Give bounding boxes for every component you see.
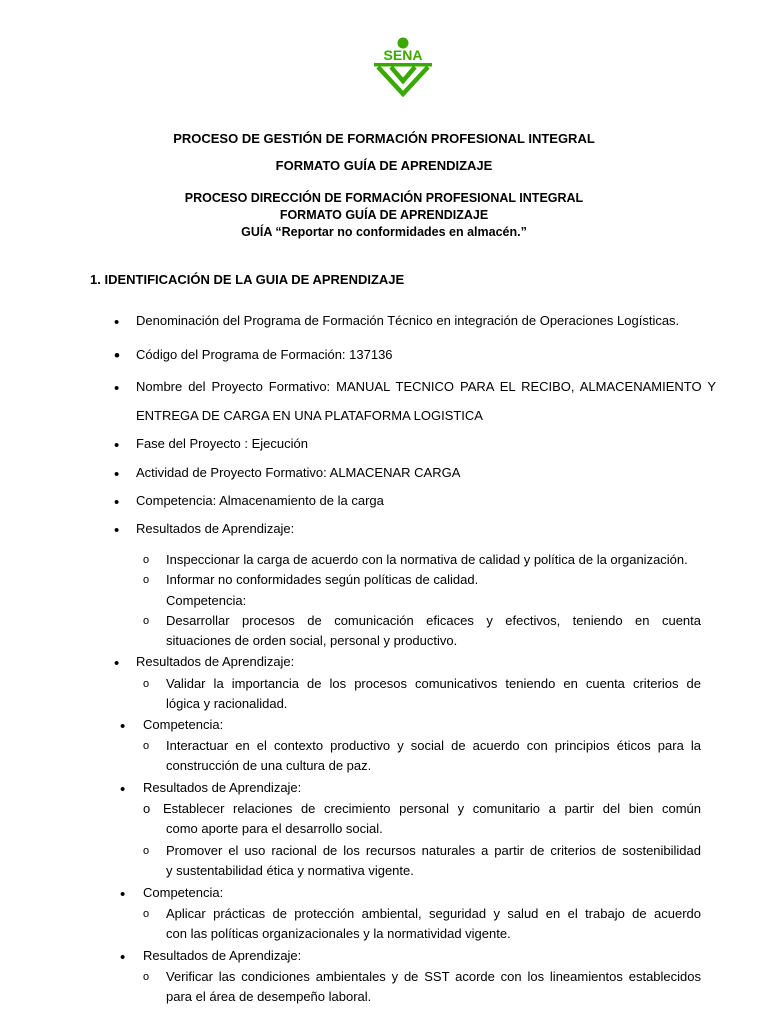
guide-process-line: PROCESO DIRECCIÓN DE FORMACIÓN PROFESIONAL INTEGRAL [184,191,584,205]
bullet-icon: • [114,466,120,483]
bullet-icon: • [120,781,126,798]
circle-bullet-icon: o [143,908,150,920]
bullet-icon: • [114,437,120,454]
section-title: 1. IDENTIFICACIÓN DE LA GUIA DE APRENDIZAJE [90,272,405,287]
bullet-icon: • [114,494,120,511]
svg-text:SENA: SENA [383,47,423,63]
bullet-icon: • [114,522,120,539]
circle-bullet-icon: o [143,740,150,752]
header-subtitle: FORMATO GUÍA DE APRENDIZAJE [275,158,493,173]
circle-bullet-icon: o [143,615,150,627]
sub-list-marker: o [143,801,151,816]
guide-name-line: GUÍA “Reportar no conformidades en almacén.” [241,225,527,239]
circle-bullet-icon: o [143,554,150,566]
circle-bullet-icon: o [143,678,150,690]
circle-bullet-icon: o [143,971,150,983]
circle-bullet-icon: o [143,574,150,586]
bullet-icon: • [120,886,126,903]
bullet-icon: • [114,346,120,365]
bullet-icon: • [114,380,120,397]
header-guide-block [0,190,768,241]
header-title: PROCESO DE GESTIÓN DE FORMACIÓN PROFESIONAL INTEGRAL [173,131,595,146]
bullet-icon: • [120,949,126,966]
bullet-icon: • [114,314,120,331]
bullet-icon: • [120,718,126,735]
sena-logo-graphic [368,36,438,98]
guide-format-line: FORMATO GUÍA DE APRENDIZAJE [279,208,489,222]
circle-bullet-icon: o [143,845,150,857]
sena-logo [368,36,438,98]
bullet-icon: • [114,655,120,672]
document-page: SENA PROCESO DE GESTIÓN DE FORMACIÓN PROFESIONAL INTEGRAL FORMATO GUÍA DE APRENDIZAJE PROCESO DIRECCIÓN DE FORMACIÓN PROFESIONAL INTEGRAL FORMATO GUÍA DE APRENDIZAJE GUÍA “Reportar no conformidades en almacén.” 1. IDENTIFICACIÓN DE LA GUIA DE APRENDIZAJE • Denominación del Programa de Formación Técnico en integración de Operaciones Logísticas. • Código del Programa de Formación: 137136 • Nombre del Proyecto Formativo: MANUAL TECNICO PARA EL RECIBO, ALMACENAMIENTO Y ENTREGA DE CARGA EN UNA PLATAFORMA LOGISTICA • Fase del Proyecto : Ejecución • Actividad de Proyecto Formativo: ALMACENAR CARGA • Competencia: Almacenamiento de la carga • Resultados de Aprendizaje: o Inspeccionar la carga de acuerdo con la normativa de calidad y política de la organización. o Informar no conformidades según políticas de calidad. Competencia: o Desarrollar procesos de comunicación eficaces y efectivos, teniendo en cuenta situaciones de orden social, personal y productivo. • Resultados de Aprendizaje: o Validar la importancia de los procesos comunicativos teniendo en cuenta criterios de lógica y racionalidad. • Competencia: o Interactuar en el contexto productivo y social de acuerdo con principios éticos para la construcción de una cultura de paz. • Resultados de Aprendizaje: o Establecer relaciones de crecimiento personal y comunitario a partir del bien común como aporte para el desarrollo social. o Promover el uso racional de los recursos naturales a partir de criterios de sostenibilidad y sustentabilidad ética y normativa vigente. • Competencia: o Aplicar prácticas de protección ambiental, seguridad y salud en el trabajo de acuerdo con las políticas organizacionales y la normatividad vigente. • Resultados de Aprendizaje: o Verificar las condiciones ambientales y de SST acorde con los lineamientos establecidos para el área de desempeño laboral. [0,0,768,1024]
